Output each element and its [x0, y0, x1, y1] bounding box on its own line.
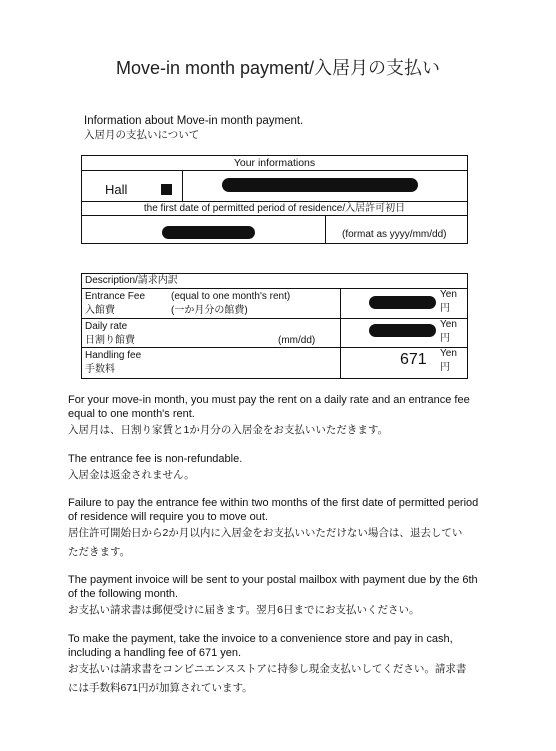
daily-rate-note: (mm/dd) — [278, 335, 316, 346]
format-cell — [325, 215, 468, 243]
fee-table-header: Description/請求内訳 — [85, 275, 178, 286]
divider — [82, 288, 467, 289]
daily-rate-label-jp: 日割り館費 — [85, 335, 135, 346]
yen-label: Yen — [440, 348, 457, 359]
entrance-fee-note-jp: (一か月分の館費) — [171, 305, 248, 316]
redaction-square — [161, 184, 172, 195]
daily-rate-label: Daily rate — [85, 321, 128, 332]
info-jp: 入居月の支払いについて — [84, 129, 200, 141]
para-en: Failure to pay the entrance fee within two months of the first date of permitted period — [68, 497, 479, 509]
info-en: Information about Move-in month payment. — [84, 115, 304, 127]
para-jp: お支払い請求書は郵便受けに届きます。翌月6日までにお支払いください。 — [68, 604, 420, 616]
yen-label-jp: 円 — [440, 333, 450, 344]
redacted-date — [162, 226, 255, 239]
para-jp: 居住許可開始日から2か月以内に入居金をお支払いいただけない場合は、退去してい — [68, 527, 463, 539]
paragraph-invoice — [68, 573, 478, 617]
redacted-amount — [369, 296, 436, 309]
paragraph-nonrefundable — [68, 452, 242, 482]
para-jp: 入居金は返金されません。 — [68, 469, 195, 481]
para-en: of the following month. — [68, 588, 179, 600]
yen-label: Yen — [440, 289, 457, 300]
handling-fee-amount: 671 — [400, 351, 427, 368]
name-cell — [82, 171, 183, 201]
para-jp: には手数料671円が加算されています。 — [68, 682, 253, 694]
redacted-amount — [369, 324, 436, 337]
fee-table — [81, 273, 468, 379]
para-jp: 入居月は、日割り家賃と1か月分の入居金をお支払いいただきます。 — [68, 424, 388, 436]
entrance-fee-note: (equal to one month's rent) — [171, 291, 291, 302]
tenant-name: Hall — [105, 182, 128, 197]
para-en: To make the payment, take the invoice to a convenience store and pay in cash, — [68, 633, 453, 645]
info-heading — [84, 114, 303, 142]
column-divider — [340, 288, 341, 378]
yen-label: Yen — [440, 319, 457, 330]
tenant-info-box — [81, 155, 468, 244]
para-jp: お支払いは請求書をコンビニエンスストアに持参し現金支払いしてください。請求書 — [68, 663, 467, 675]
date-format-note: (format as yyyy/mm/dd) — [342, 229, 447, 240]
first-date-label: the first date of permitted period of residence/入居許可初日 — [82, 201, 467, 216]
tenant-info-header: Your informations — [82, 156, 467, 171]
divider — [82, 347, 467, 348]
entrance-fee-label-jp: 入館費 — [85, 305, 115, 316]
para-en: For your move-in month, you must pay the rent on a daily rate and an entrance fee — [68, 394, 470, 406]
para-en: The payment invoice will be sent to your postal mailbox with payment due by the 6th — [68, 574, 478, 586]
para-jp: ただきます。 — [68, 546, 131, 558]
yen-label-jp: 円 — [440, 362, 450, 373]
para-en: The entrance fee is non-refundable. — [68, 453, 243, 465]
yen-label-jp: 円 — [440, 303, 450, 314]
handling-fee-label: Handling fee — [85, 350, 142, 361]
redacted-name — [222, 178, 418, 192]
paragraph-failure — [68, 496, 478, 559]
para-en: of residence will require you to move out. — [68, 511, 268, 523]
entrance-fee-label: Entrance Fee — [85, 291, 146, 302]
paragraph-payment — [68, 632, 466, 695]
paragraph-rent — [68, 393, 470, 437]
para-en: including a handling fee of 671 yen. — [68, 647, 242, 659]
para-en: equal to one month's rent. — [68, 408, 195, 420]
divider — [82, 318, 467, 319]
page-title: Move-in month payment/入居月の支払い — [115, 58, 441, 78]
handling-fee-label-jp: 手数料 — [85, 364, 115, 375]
